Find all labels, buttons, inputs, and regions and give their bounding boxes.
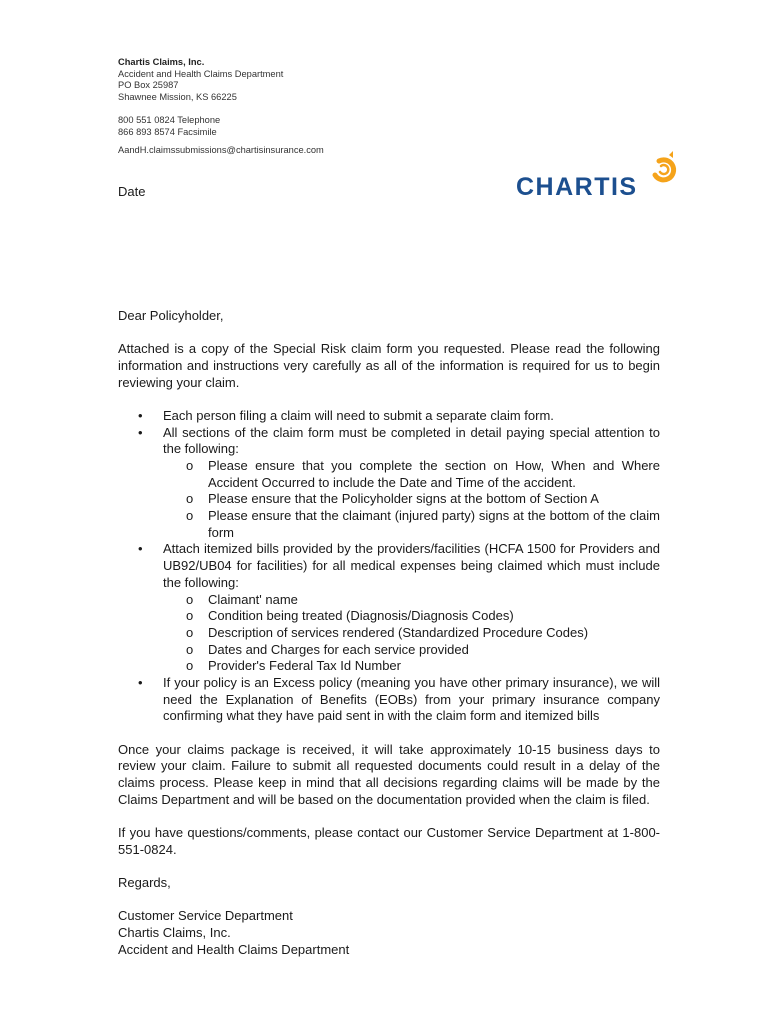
list-item: • Each person filing a claim will need to submit a separate claim form. [118,408,660,425]
list-item: • All sections of the claim form must be completed in detail paying special attention to the following: o Please ensure that you complete the section on How, When and Where Accident Occurred to include the Date and Time of the accident. o Please ensure that the Policyholder signs at the bottom of Section A o Please ensure that the claimant (injured party) signs at the bottom of the claim form [118,425,660,542]
chartis-logo [514,150,679,200]
signature-line-2: Chartis Claims, Inc. [118,924,231,940]
instructions-list [118,408,660,725]
sublist [163,592,660,676]
sublist-item: o Claimant' name [163,592,660,609]
sublist-item: o Please ensure that the Policyholder signs at the bottom of Section A [163,491,660,508]
logo-swirl-icon [655,151,674,180]
signature-line-3: Accident and Health Claims Department [118,941,350,957]
salutation: Dear Policyholder, [118,308,224,323]
company-name: Chartis Claims, Inc. [118,57,205,67]
closing: Regards, [118,874,171,890]
email-address: AandH.claimssubmissions@chartisinsurance.com [118,144,324,155]
letter-body [118,308,660,958]
logo-wordmark: CHARTIS [516,173,638,200]
facsimile: 866 893 8574 Facsimile [118,126,217,137]
sublist-item: o Please ensure that you complete the section on How, When and Where Accident Occurred to include the Date and Time of the accident. [163,458,660,491]
department-name: Accident and Health Claims Department [118,68,284,79]
sublist-item: o Description of services rendered (Standardized Procedure Codes) [163,625,660,642]
list-item: • If your policy is an Excess policy (meaning you have other primary insurance), we will need the Explanation of Benefits (EOBs) from your primary insurance company confirming what they have paid sent in with the claim form and itemized bills [118,675,660,725]
telephone: 800 551 0824 Telephone [118,115,221,126]
processing-paragraph: Once your claims package is received, it will take approximately 10-15 business days to review your claim. Failure to submit all requested documents could result in a delay of the claims process. Please keep in mind that all decisions regarding claims will be made by the Claims Department and will be based on the documentation provided when the claim is filed. [118,741,660,807]
sublist-item: o Provider's Federal Tax Id Number [163,658,660,675]
intro-paragraph: Attached is a copy of the Special Risk claim form you requested. Please read the following information and instructions very carefully as all of the information is required for us to begin reviewing your claim. [118,341,660,390]
sublist-item: o Condition being treated (Diagnosis/Diagnosis Codes) [163,608,660,625]
sublist [163,458,660,542]
list-item: • Attach itemized bills provided by the providers/facilities (HCFA 1500 for Providers and UB92/UB04 for facilities) for all medical expenses being claimed which must include the following: o Claimant' name o Condition being treated (Diagnosis/Diagnosis Codes) o Description of services rendered (Standardized Procedure Codes) o Dates and Charges for each service provided o Provider's Federal Tax Id Number [118,541,660,675]
sender-address-block [118,57,324,156]
sublist-item: o Please ensure that the claimant (injured party) signs at the bottom of the claim form [163,508,660,541]
po-box: PO Box 25987 [118,80,179,91]
signature-line-1: Customer Service Department [118,908,293,924]
sublist-item: o Dates and Charges for each service provided [163,642,660,659]
date-label: Date [118,184,146,199]
city-state-zip: Shawnee Mission, KS 66225 [118,91,237,102]
contact-paragraph: If you have questions/comments, please contact our Customer Service Department at 1-800-551-0824. [118,824,660,857]
